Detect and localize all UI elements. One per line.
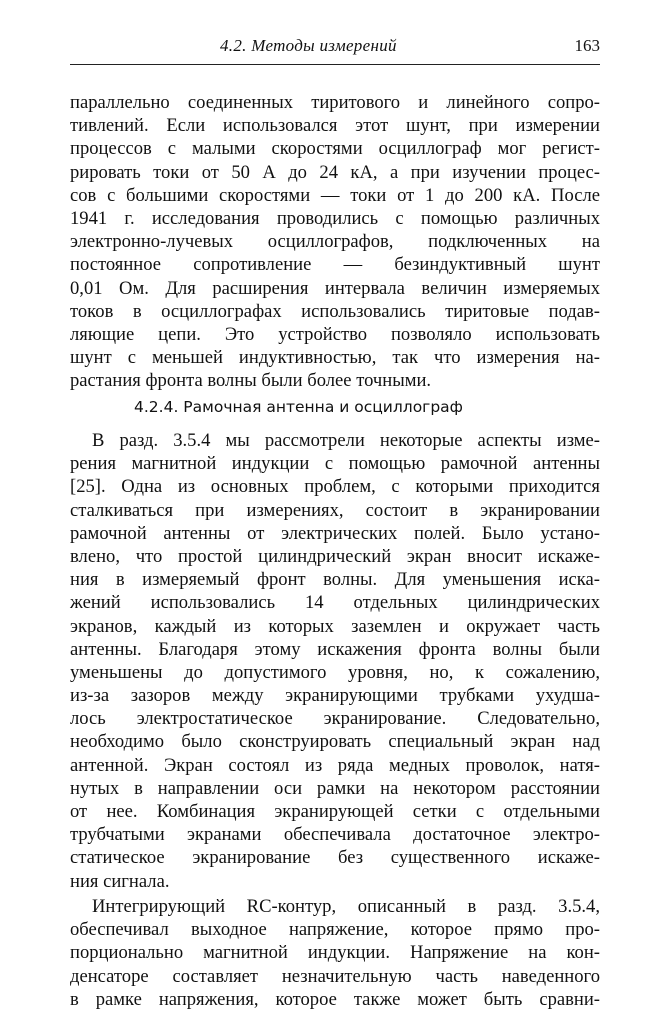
section-heading: 4.2.4. Рамочная антенна и осциллограф xyxy=(134,398,463,416)
text-line: Интегрирующий RC-контур, описанный в разд. 3.5.4, xyxy=(92,896,600,917)
text-line: от нее. Комбинация экранирующей сетки с отдельными xyxy=(70,801,600,822)
running-header xyxy=(70,36,600,60)
text-line: уменьшены до допустимого уровня, но, к сожалению, xyxy=(70,661,600,683)
text-line: антенной. Экран состоял из ряда медных проволок, натя- xyxy=(70,754,600,776)
text-line: токов в осциллографах использовались тиритовые подав- xyxy=(70,300,600,322)
text-line: тивлений. Если использовался этот шунт, при измерении xyxy=(70,115,600,137)
text-line: ния сигнала. xyxy=(70,870,170,892)
text-line: трубчатыми экранами обеспечивала достаточное электро- xyxy=(70,824,600,846)
text-line: необходимо было сконструировать специальный экран над xyxy=(70,731,600,753)
text-line: рамочной антенны от электрических полей. Было устано- xyxy=(70,522,600,544)
page-number: 163 xyxy=(574,36,600,55)
text-line: из-за зазоров между экранирующими трубками ухудша- xyxy=(70,685,600,707)
text-line: электронно-лучевых осциллографов, подключенных на xyxy=(70,231,600,253)
paragraph-rc-circuit xyxy=(70,895,600,1011)
text-line: ляющие цепи. Это устройство позволяло использовать xyxy=(70,323,600,345)
text-line: статическое экранирование без существенного искаже- xyxy=(70,847,600,869)
header-rule xyxy=(70,64,600,65)
text-line: процессов с малыми скоростями осциллограф мог регист- xyxy=(70,138,600,160)
text-line: растания фронта волны были более точными. xyxy=(70,370,432,392)
paragraph-continued xyxy=(70,91,600,392)
running-head-title: 4.2. Методы измерений xyxy=(220,36,397,55)
text-line: сов с большими скоростями — токи от 1 до 200 кА. После xyxy=(70,184,600,206)
text-line: антенны. Благодаря этому искажения фронта волны были xyxy=(70,638,600,660)
text-line: жений использовались 14 отдельных цилиндрических xyxy=(70,592,600,614)
text-line: в рамке напряжения, которое также может быть сравни- xyxy=(70,988,600,1010)
text-line: 1941 г. исследования проводились с помощью различных xyxy=(70,207,600,229)
text-line: нутых в направлении оси рамки на некотором расстоянии xyxy=(70,777,600,799)
text-line: шунт с меньшей индуктивностью, так что измерения на- xyxy=(70,347,600,369)
text-line: В разд. 3.5.4 мы рассмотрели некоторые аспекты изме- xyxy=(92,430,600,451)
text-line: [25]. Одна из основных проблем, с которыми приходится xyxy=(70,476,600,498)
text-line: влено, что простой цилиндрический экран вносит искаже- xyxy=(70,545,600,567)
text-line: параллельно соединенных тиритового и линейного сопро- xyxy=(70,92,600,113)
text-line: обеспечивал выходное напряжение, которое прямо про- xyxy=(70,919,600,941)
text-line: экранов, каждый из которых заземлен и окружает часть xyxy=(70,615,600,637)
text-line: рировать токи от 50 А до 24 кА, а при изучении процес- xyxy=(70,161,600,183)
text-line: 0,01 Ом. Для расширения интервала величин измеряемых xyxy=(70,277,600,299)
text-line: порционально магнитной индукции. Напряжение на кон- xyxy=(70,942,600,964)
text-line: денсаторе составляет незначительную часть наведенного xyxy=(70,965,600,987)
text-line: рения магнитной индукции с помощью рамочной антенны xyxy=(70,453,600,475)
text-line: ния в измеряемый фронт волны. Для уменьшения иска- xyxy=(70,569,600,591)
paragraph-loop-antenna xyxy=(70,429,600,893)
text-line: постоянное сопротивление — безиндуктивный шунт xyxy=(70,254,600,276)
text-line: сталкиваться при измерениях, состоит в экранировании xyxy=(70,499,600,521)
text-line: лось электростатическое экранирование. Следовательно, xyxy=(70,708,600,730)
